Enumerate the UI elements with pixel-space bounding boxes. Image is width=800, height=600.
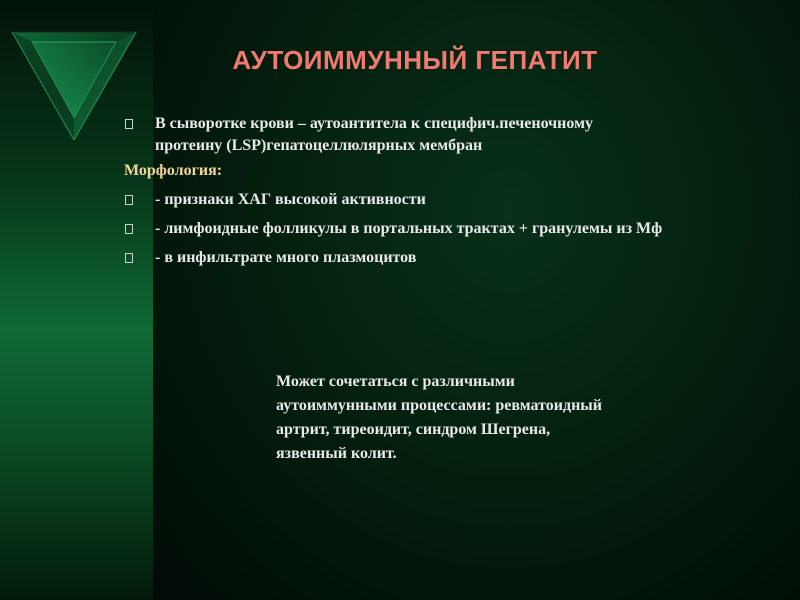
note-line: аутоиммунными процессами: ревматоидный: [276, 397, 603, 414]
bullet-point: [124, 189, 794, 211]
square-bullet-icon: [125, 253, 133, 263]
slide-title: АУТОИММУННЫЙ ГЕПАТИТ: [232, 45, 598, 75]
square-bullet-icon: [125, 224, 133, 234]
note-line: артрит, тиреоидит, синдром Шегрена,: [276, 421, 551, 438]
slide-panel: [153, 0, 800, 600]
bullet-point: [124, 247, 794, 269]
morphology-heading: Морфология:: [124, 162, 223, 179]
slide-content: [124, 113, 794, 276]
bullet-text: - лимфоидные фолликулы в портальных трактах + гранулемы из Мф: [155, 220, 663, 237]
bullet-point: [124, 113, 794, 157]
bullet-point: [124, 218, 794, 240]
bullet-text: - признаки ХАГ высокой активности: [155, 191, 426, 208]
note-block: [276, 370, 706, 466]
square-bullet-icon: [125, 119, 133, 129]
note-line: Может сочетаться с различными: [276, 373, 515, 390]
square-bullet-icon: [125, 195, 133, 205]
bullet-text: - в инфильтрате много плазмоцитов: [155, 249, 417, 266]
bullet-text-line: В сыворотке крови – аутоантитела к специфич.печеночному: [155, 115, 593, 132]
bullet-text-line: протеину (LSP)гепатоцеллюлярных мембран: [155, 137, 483, 154]
note-line: язвенный колит.: [276, 445, 397, 462]
